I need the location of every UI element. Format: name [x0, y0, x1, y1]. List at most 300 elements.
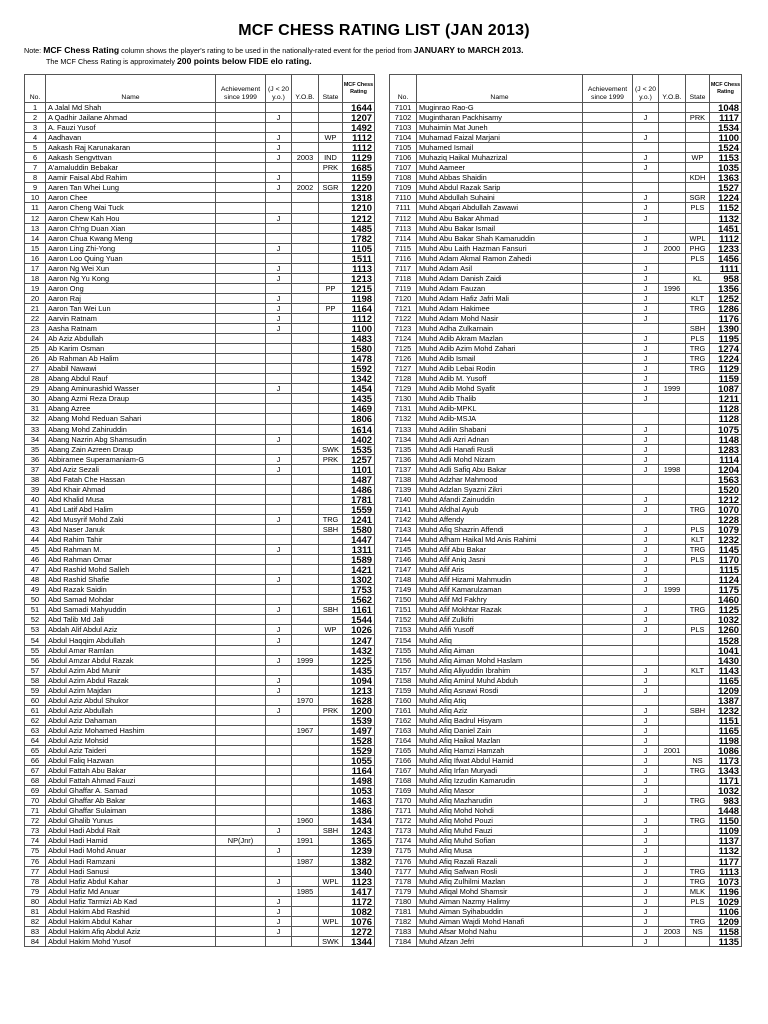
- cell-name: Abdul Ghaffar A. Samad: [46, 786, 216, 796]
- cell-achievement: [583, 404, 633, 414]
- cell-yob: [292, 213, 319, 223]
- cell-state: [686, 856, 710, 866]
- cell-no: 42: [25, 514, 46, 524]
- cell-name: Abdul Hafiz Md Anuar: [46, 886, 216, 896]
- cell-yob: 1987: [292, 856, 319, 866]
- cell-state: [319, 334, 343, 344]
- cell-state: [319, 293, 343, 303]
- cell-achievement: [216, 344, 266, 354]
- cell-junior: J: [633, 605, 659, 615]
- cell-junior: J: [266, 545, 292, 555]
- cell-achievement: [216, 746, 266, 756]
- cell-name: Abdul Hakim Afiq Abdul Aziz: [46, 926, 216, 936]
- cell-no: 33: [25, 424, 46, 434]
- cell-junior: [633, 183, 659, 193]
- cell-state: [686, 514, 710, 524]
- cell-no: 7154: [390, 635, 417, 645]
- cell-rating: 1340: [343, 866, 375, 876]
- table-row: [390, 243, 742, 253]
- table-row: [25, 253, 375, 263]
- cell-junior: J: [633, 685, 659, 695]
- cell-rating: 1148: [710, 434, 742, 444]
- cell-state: [319, 233, 343, 243]
- cell-no: 65: [25, 746, 46, 756]
- cell-achievement: [583, 705, 633, 715]
- table-row: [390, 404, 742, 414]
- cell-name: Abdul Hadi Hamid: [46, 836, 216, 846]
- cell-no: 81: [25, 906, 46, 916]
- cell-name: Muhd Afiq Aliyuddin Ibrahim: [417, 665, 583, 675]
- cell-yob: [292, 494, 319, 504]
- cell-yob: [292, 715, 319, 725]
- cell-name: Abdul Faliq Hazwan: [46, 756, 216, 766]
- table-row: [390, 806, 742, 816]
- cell-name: Muhd Adam Hakimee: [417, 303, 583, 313]
- cell-achievement: [216, 183, 266, 193]
- table-row: [390, 695, 742, 705]
- cell-name: Muhd Afiq Masor: [417, 786, 583, 796]
- cell-achievement: [216, 444, 266, 454]
- cell-state: [686, 836, 710, 846]
- cell-no: 19: [25, 283, 46, 293]
- cell-state: SBH: [686, 324, 710, 334]
- cell-rating: 1485: [343, 223, 375, 233]
- cell-yob: [292, 424, 319, 434]
- cell-no: 7: [25, 163, 46, 173]
- table-row: [25, 354, 375, 364]
- cell-yob: [292, 735, 319, 745]
- cell-junior: J: [633, 555, 659, 565]
- cell-no: 7122: [390, 313, 417, 323]
- cell-state: [319, 735, 343, 745]
- cell-rating: 1753: [343, 585, 375, 595]
- cell-junior: [266, 796, 292, 806]
- cell-junior: J: [266, 434, 292, 444]
- cell-junior: J: [633, 715, 659, 725]
- cell-name: Abang Azmi Reza Draup: [46, 394, 216, 404]
- cell-yob: [659, 786, 686, 796]
- col-rating: MCF Chess Rating: [343, 75, 375, 103]
- cell-achievement: [216, 113, 266, 123]
- cell-state: [686, 645, 710, 655]
- cell-rating: 1544: [343, 615, 375, 625]
- cell-name: Abdul Hadi Abdul Rait: [46, 826, 216, 836]
- cell-no: 7147: [390, 565, 417, 575]
- cell-no: 59: [25, 685, 46, 695]
- cell-rating: 1224: [710, 193, 742, 203]
- cell-rating: 1129: [710, 364, 742, 374]
- cell-junior: [266, 444, 292, 454]
- cell-name: Aarvin Ratnam: [46, 313, 216, 323]
- cell-state: [686, 123, 710, 133]
- note-line-1: [24, 45, 524, 56]
- cell-state: PRK: [686, 113, 710, 123]
- cell-achievement: [583, 163, 633, 173]
- table-row: [25, 113, 375, 123]
- cell-yob: [292, 474, 319, 484]
- cell-name: Abdul Azim Abd Munir: [46, 665, 216, 675]
- cell-achievement: [583, 856, 633, 866]
- table-row: [25, 635, 375, 645]
- cell-no: 5: [25, 143, 46, 153]
- cell-rating: 1421: [343, 565, 375, 575]
- cell-no: 7121: [390, 303, 417, 313]
- col-no: No.: [390, 75, 417, 103]
- cell-yob: [659, 324, 686, 334]
- cell-no: 7123: [390, 324, 417, 334]
- cell-rating: 1152: [710, 203, 742, 213]
- cell-no: 7151: [390, 605, 417, 615]
- cell-no: 20: [25, 293, 46, 303]
- table-row: [25, 414, 375, 424]
- cell-state: [319, 695, 343, 705]
- cell-name: Muhd Abqari Abdullah Zawawi: [417, 203, 583, 213]
- cell-yob: [659, 816, 686, 826]
- table-row: [390, 263, 742, 273]
- col-state: State: [686, 75, 710, 103]
- cell-junior: J: [633, 916, 659, 926]
- cell-yob: [292, 414, 319, 424]
- cell-state: [319, 926, 343, 936]
- cell-junior: J: [266, 846, 292, 856]
- cell-yob: [292, 354, 319, 364]
- cell-yob: [659, 846, 686, 856]
- cell-achievement: [583, 896, 633, 906]
- cell-junior: J: [266, 454, 292, 464]
- cell-name: Abdul Amzar Abdul Razak: [46, 655, 216, 665]
- cell-name: Muhd Afiq Safwan Rosli: [417, 866, 583, 876]
- cell-yob: [659, 173, 686, 183]
- cell-rating: 1257: [343, 454, 375, 464]
- cell-name: Muhd Afiq Mohd Nohdi: [417, 806, 583, 816]
- cell-state: [319, 685, 343, 695]
- cell-state: [319, 253, 343, 263]
- cell-name: Aadhavan: [46, 133, 216, 143]
- cell-rating: 1106: [710, 906, 742, 916]
- cell-no: 7176: [390, 856, 417, 866]
- cell-name: Muhd Afiq Zulhilmi Mazlan: [417, 876, 583, 886]
- cell-no: 7169: [390, 786, 417, 796]
- cell-junior: [266, 746, 292, 756]
- cell-no: 7150: [390, 595, 417, 605]
- cell-state: IND: [319, 153, 343, 163]
- cell-yob: [659, 896, 686, 906]
- table-row: [25, 213, 375, 223]
- cell-achievement: [583, 303, 633, 313]
- table-row: [25, 535, 375, 545]
- cell-rating: 1101: [343, 464, 375, 474]
- cell-state: KDH: [686, 173, 710, 183]
- cell-state: TRG: [686, 766, 710, 776]
- cell-achievement: [216, 605, 266, 615]
- cell-achievement: [216, 565, 266, 575]
- cell-rating: 1232: [710, 705, 742, 715]
- cell-junior: [266, 715, 292, 725]
- cell-state: [319, 193, 343, 203]
- table-row: [390, 605, 742, 615]
- table-row: [390, 344, 742, 354]
- cell-achievement: [583, 685, 633, 695]
- cell-rating: 1211: [710, 394, 742, 404]
- cell-no: 29: [25, 384, 46, 394]
- cell-state: [319, 555, 343, 565]
- table-row: [25, 655, 375, 665]
- cell-rating: 1207: [343, 113, 375, 123]
- cell-no: 7157: [390, 665, 417, 675]
- cell-junior: [266, 193, 292, 203]
- cell-achievement: [583, 595, 633, 605]
- cell-junior: J: [266, 575, 292, 585]
- table-row: [390, 223, 742, 233]
- cell-no: 9: [25, 183, 46, 193]
- cell-achievement: [583, 113, 633, 123]
- cell-junior: [633, 414, 659, 424]
- cell-yob: [292, 434, 319, 444]
- table-row: [25, 143, 375, 153]
- cell-junior: [266, 123, 292, 133]
- cell-rating: 1239: [343, 846, 375, 856]
- cell-state: NS: [686, 756, 710, 766]
- cell-name: Abd Rashid Shafie: [46, 575, 216, 585]
- cell-achievement: [583, 243, 633, 253]
- cell-achievement: [216, 575, 266, 585]
- table-row: [390, 675, 742, 685]
- cell-name: Abdul Aziz Taideri: [46, 746, 216, 756]
- cell-junior: [266, 414, 292, 424]
- cell-no: 61: [25, 705, 46, 715]
- cell-rating: 1342: [343, 374, 375, 384]
- cell-yob: [659, 404, 686, 414]
- cell-achievement: [583, 283, 633, 293]
- cell-achievement: [216, 725, 266, 735]
- table-row: [390, 133, 742, 143]
- cell-no: 16: [25, 253, 46, 263]
- cell-rating: 1094: [343, 675, 375, 685]
- cell-no: 7112: [390, 213, 417, 223]
- cell-junior: [633, 484, 659, 494]
- table-body-left: [25, 103, 375, 947]
- cell-rating: 1344: [343, 936, 375, 946]
- cell-name: Aaron Ng Wei Xun: [46, 263, 216, 273]
- cell-achievement: [583, 615, 633, 625]
- cell-name: Abdul Hadi Sanusi: [46, 866, 216, 876]
- cell-junior: J: [633, 856, 659, 866]
- cell-name: Aaron Loo Quing Yuan: [46, 253, 216, 263]
- cell-achievement: [583, 766, 633, 776]
- table-row: [390, 786, 742, 796]
- cell-name: Abd Rashid Mohd Salleh: [46, 565, 216, 575]
- page-title: MCF CHESS RATING LIST (JAN 2013): [238, 22, 530, 39]
- cell-yob: [292, 916, 319, 926]
- cell-state: SBH: [319, 826, 343, 836]
- cell-state: [319, 565, 343, 575]
- cell-junior: [633, 635, 659, 645]
- cell-state: [319, 484, 343, 494]
- cell-state: SBH: [319, 605, 343, 615]
- cell-no: 55: [25, 645, 46, 655]
- cell-yob: [292, 826, 319, 836]
- cell-rating: 1132: [710, 213, 742, 223]
- table-row: [25, 625, 375, 635]
- table-row: [390, 796, 742, 806]
- cell-junior: J: [266, 273, 292, 283]
- cell-achievement: [216, 253, 266, 263]
- cell-no: 7126: [390, 354, 417, 364]
- cell-junior: J: [633, 334, 659, 344]
- table-row: [25, 715, 375, 725]
- cell-achievement: [583, 675, 633, 685]
- cell-yob: [659, 756, 686, 766]
- cell-rating: 1487: [343, 474, 375, 484]
- cell-state: PRK: [319, 705, 343, 715]
- cell-rating: 1520: [710, 484, 742, 494]
- table-row: [25, 695, 375, 705]
- cell-name: Abdul Aziz Mohsid: [46, 735, 216, 745]
- cell-no: 7167: [390, 766, 417, 776]
- table-row: [390, 856, 742, 866]
- cell-rating: 1175: [710, 585, 742, 595]
- cell-name: A. Fauzi Yusof: [46, 123, 216, 133]
- cell-name: Muhd Afif Mokhtar Razak: [417, 605, 583, 615]
- table-row: [25, 886, 375, 896]
- cell-junior: [633, 655, 659, 665]
- cell-rating: 1123: [343, 876, 375, 886]
- table-row: [25, 685, 375, 695]
- cell-junior: J: [633, 756, 659, 766]
- table-row: [390, 183, 742, 193]
- cell-junior: [266, 665, 292, 675]
- cell-name: Muhd Afiq Irfan Muryadi: [417, 766, 583, 776]
- cell-achievement: [216, 223, 266, 233]
- cell-rating: 1528: [343, 735, 375, 745]
- cell-name: Aaron Tan Wei Lun: [46, 303, 216, 313]
- cell-name: Abd Talib Md Jali: [46, 615, 216, 625]
- cell-junior: J: [633, 836, 659, 846]
- cell-junior: J: [633, 535, 659, 545]
- cell-state: [319, 123, 343, 133]
- cell-junior: J: [633, 193, 659, 203]
- cell-yob: [292, 896, 319, 906]
- cell-no: 7142: [390, 514, 417, 524]
- cell-yob: [659, 555, 686, 565]
- table-row: [25, 394, 375, 404]
- cell-achievement: [216, 826, 266, 836]
- cell-achievement: [216, 303, 266, 313]
- cell-yob: [659, 394, 686, 404]
- table-row: [25, 725, 375, 735]
- cell-rating: 1137: [710, 836, 742, 846]
- cell-yob: [659, 153, 686, 163]
- cell-no: 7145: [390, 545, 417, 555]
- cell-rating: 1274: [710, 344, 742, 354]
- table-row: [25, 856, 375, 866]
- cell-yob: 2003: [292, 153, 319, 163]
- cell-achievement: [216, 856, 266, 866]
- cell-junior: [266, 555, 292, 565]
- cell-state: [319, 103, 343, 113]
- cell-name: Muhd Afiq Muhd Fauzi: [417, 826, 583, 836]
- cell-yob: [659, 263, 686, 273]
- table-row: [390, 414, 742, 424]
- cell-name: Aaron Ong: [46, 283, 216, 293]
- cell-name: Muhd Afiq Atiq: [417, 695, 583, 705]
- table-row: [25, 263, 375, 273]
- cell-state: [319, 856, 343, 866]
- cell-name: Muhd Adha Zulkarnain: [417, 324, 583, 334]
- cell-no: 7164: [390, 735, 417, 745]
- cell-state: [319, 896, 343, 906]
- cell-achievement: [583, 394, 633, 404]
- cell-no: 7184: [390, 936, 417, 946]
- cell-state: PLS: [686, 625, 710, 635]
- cell-rating: 958: [710, 273, 742, 283]
- cell-state: [686, 494, 710, 504]
- cell-achievement: [583, 695, 633, 705]
- cell-state: [319, 434, 343, 444]
- cell-no: 27: [25, 364, 46, 374]
- cell-no: 7128: [390, 374, 417, 384]
- table-row: [390, 384, 742, 394]
- cell-yob: [292, 756, 319, 766]
- cell-no: 7132: [390, 414, 417, 424]
- cell-rating: 1128: [710, 414, 742, 424]
- cell-junior: J: [633, 394, 659, 404]
- cell-rating: 1151: [710, 715, 742, 725]
- cell-yob: [659, 424, 686, 434]
- cell-rating: 1100: [710, 133, 742, 143]
- table-row: [25, 876, 375, 886]
- cell-name: Muhd Afiq Shazrin Affendi: [417, 524, 583, 534]
- cell-no: 35: [25, 444, 46, 454]
- cell-junior: J: [633, 665, 659, 675]
- cell-no: 7182: [390, 916, 417, 926]
- cell-achievement: [583, 605, 633, 615]
- cell-no: 28: [25, 374, 46, 384]
- cell-junior: J: [266, 906, 292, 916]
- cell-state: TRG: [686, 364, 710, 374]
- cell-junior: J: [266, 876, 292, 886]
- cell-achievement: [216, 766, 266, 776]
- cell-junior: J: [633, 776, 659, 786]
- cell-name: Abdul Hakim Abd Rashid: [46, 906, 216, 916]
- cell-name: Aaron Ch'ng Duan Xian: [46, 223, 216, 233]
- cell-state: KLT: [686, 535, 710, 545]
- cell-no: 80: [25, 896, 46, 906]
- cell-state: [686, 163, 710, 173]
- table-row: [25, 816, 375, 826]
- cell-state: [319, 535, 343, 545]
- cell-rating: 1435: [343, 665, 375, 675]
- cell-name: Muhd Adib Ismail: [417, 354, 583, 364]
- cell-yob: [659, 565, 686, 575]
- cell-no: 64: [25, 735, 46, 745]
- cell-name: Abdul Ghaffar Ab Bakar: [46, 796, 216, 806]
- cell-achievement: [216, 203, 266, 213]
- table-row: [25, 233, 375, 243]
- cell-junior: J: [633, 384, 659, 394]
- cell-yob: [659, 313, 686, 323]
- cell-yob: [659, 645, 686, 655]
- cell-state: [686, 404, 710, 414]
- cell-no: 7160: [390, 695, 417, 705]
- cell-junior: J: [633, 906, 659, 916]
- table-row: [25, 153, 375, 163]
- table-row: [390, 504, 742, 514]
- cell-state: TRG: [686, 605, 710, 615]
- cell-achievement: [583, 806, 633, 816]
- cell-junior: J: [266, 143, 292, 153]
- cell-name: Muhd Aameer: [417, 163, 583, 173]
